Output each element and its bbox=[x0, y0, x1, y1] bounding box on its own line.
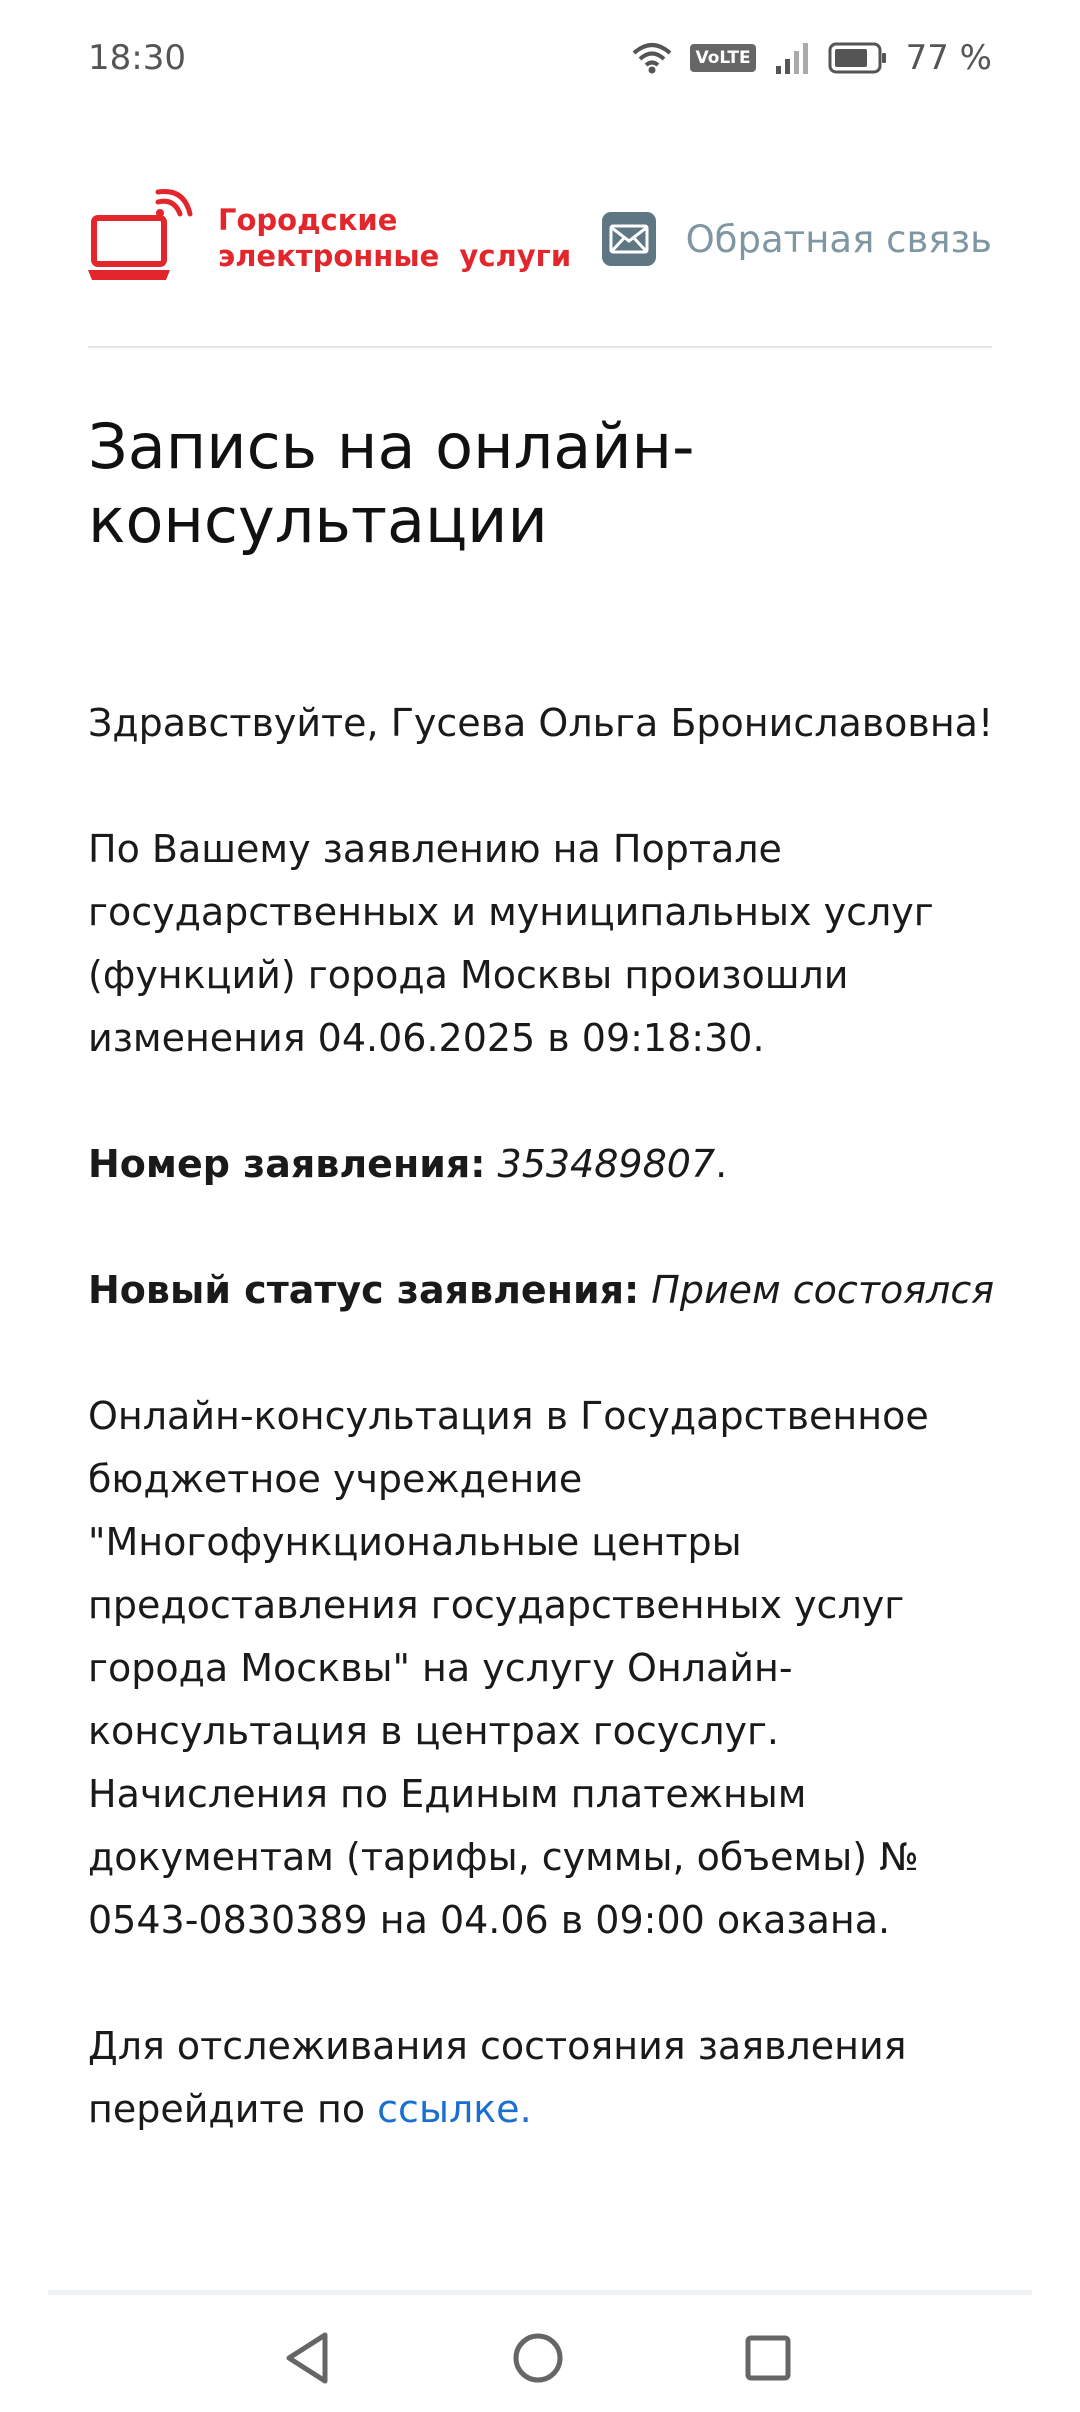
application-number bbox=[88, 1133, 1008, 1196]
application-number-value: 353489807 bbox=[497, 1142, 716, 1186]
tracking-text bbox=[88, 2015, 1008, 2141]
logo[interactable] bbox=[88, 188, 571, 288]
home-icon[interactable] bbox=[508, 2328, 568, 2388]
feedback-link[interactable] bbox=[602, 212, 992, 266]
page-title: Запись на онлайн-консультации bbox=[88, 410, 695, 557]
email-header bbox=[88, 180, 992, 348]
battery-icon bbox=[828, 42, 888, 74]
application-number-label: Номер заявления: bbox=[88, 1142, 486, 1186]
feedback-label: Обратная связь bbox=[685, 217, 992, 261]
status-time: 18:30 bbox=[88, 38, 186, 78]
logo-text bbox=[218, 202, 571, 274]
wifi-icon bbox=[632, 41, 672, 75]
application-status-value: Прием состоялся bbox=[651, 1268, 995, 1312]
application-status-label: Новый статус заявления: bbox=[88, 1268, 640, 1312]
message-body bbox=[88, 692, 1008, 2204]
battery-percent: 77 % bbox=[905, 38, 992, 78]
signal-icon bbox=[774, 42, 810, 74]
system-nav-bar bbox=[0, 2300, 1080, 2412]
back-icon[interactable] bbox=[278, 2328, 338, 2388]
logo-line-1: Городские bbox=[218, 203, 398, 237]
consultation-details: Онлайн-консультация в Государственное бюджетное учреждение "Многофункциональные центры предоставления государственных услуг города Москвы" на услугу Онлайн-консультация в центрах госуслуг. Начисления по Единым платежным документам (тарифы, суммы, объемы) № 0543-0830389 на 04.06 в 09:00 оказана. bbox=[88, 1394, 929, 1942]
volte-icon: VoLTE bbox=[690, 44, 755, 72]
recents-icon[interactable] bbox=[738, 2328, 798, 2388]
application-number-suffix: . bbox=[715, 1142, 728, 1186]
greeting: Здравствуйте, Гусева Ольга Брониславовна! bbox=[88, 701, 994, 745]
laptop-signal-icon bbox=[88, 188, 206, 288]
status-bar bbox=[0, 0, 1080, 120]
envelope-icon bbox=[602, 212, 656, 266]
nav-divider bbox=[48, 2290, 1032, 2295]
status-icons bbox=[632, 38, 992, 78]
tracking-link[interactable]: ссылке. bbox=[377, 2087, 532, 2131]
intro-text: По Вашему заявлению на Портале государственных и муниципальных услуг (функций) города Москвы произошли изменения 04.06.2025 в 09:18:30. bbox=[88, 827, 934, 1060]
application-status bbox=[88, 1259, 1008, 1322]
logo-line-2: электронные услуги bbox=[218, 239, 572, 273]
tracking-label: Для отслеживания состояния заявления перейдите по bbox=[88, 2024, 907, 2131]
